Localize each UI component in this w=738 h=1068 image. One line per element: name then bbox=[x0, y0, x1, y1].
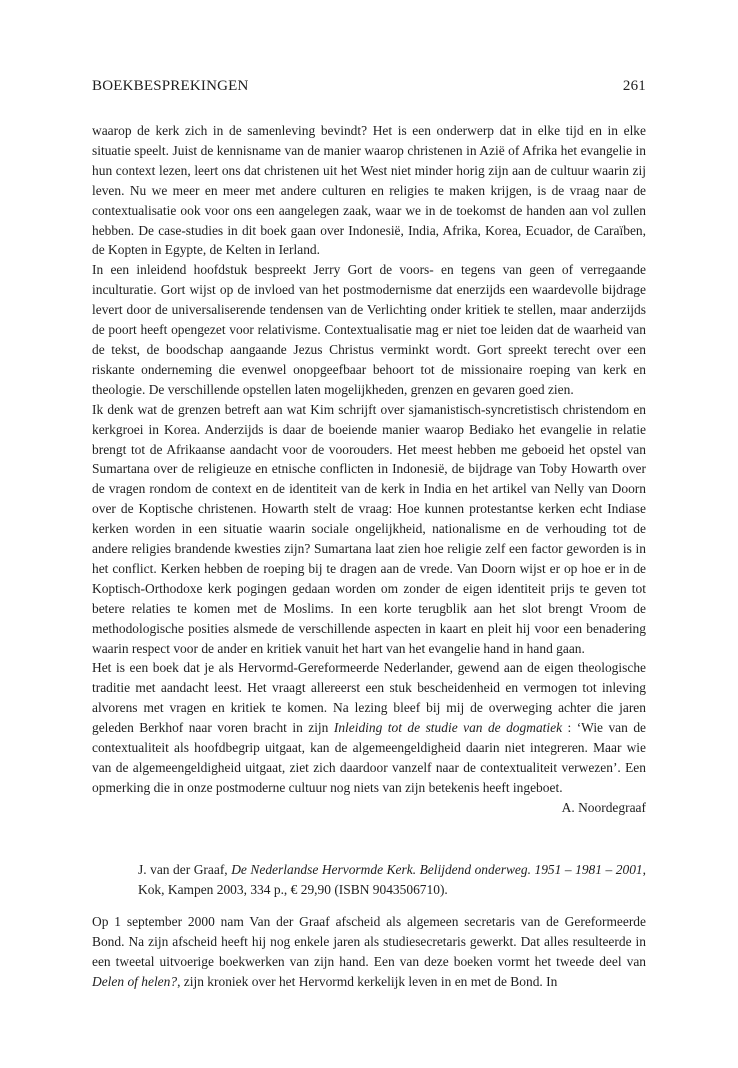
cited-book-title: Inleiding tot de studie van de dogmatiek bbox=[333, 720, 563, 736]
reviewer-signature: A. Noordegraaf bbox=[561, 799, 646, 815]
book-title: De Nederlandse Hervormde Kerk. Belijdend onderweg. 1951 – 1981 – 2001 bbox=[231, 862, 643, 877]
book-details: , Kok, Kampen 2003, 334 p., € 29,90 (ISBN 9043506710). bbox=[138, 862, 646, 897]
review-paragraph-4 bbox=[92, 658, 646, 797]
review-body bbox=[92, 121, 646, 818]
bibliographic-entry bbox=[138, 860, 646, 900]
review-paragraph-1: waarop de kerk zich in de samenleving bevindt? Het is een onderwerp dat in elke tijd en in elke situatie speelt. Juist de kennisname van de manier waarop christenen in Azië of Afrika het evangelie in hun context lezen, leert ons dat christenen uit het West niet minder horig zijn aan de cultuur waarin zij leven. Nu we meer en meer met andere culturen en religies te maken krijgen, is de vraag naar de contextualisatie ook voor ons een aangelegen zaak, waar we in de toekomst de handen aan vol zullen hebben. De case-studies in dit boek gaan over Indonesië, India, Afrika, Korea, Ecuador, de Caraïben, de Kopten in Egypte, de Kelten in Ierland. bbox=[92, 123, 646, 258]
paragraph-text: Op 1 september 2000 nam Van der Graaf afscheid als algemeen secretaris van de Gereformeerde Bond. Na zijn afscheid heeft hij nog enkele jaren als studiesecretaris gewerkt. Dat alles resulteerde in een tweetal uitvoerige boekwerken van zijn hand. Een van deze boeken vormt het tweede deel van bbox=[92, 914, 646, 969]
paragraph-text: , zijn kroniek over het Hervormd kerkelijk leven in en met de Bond. In bbox=[177, 973, 558, 989]
paragraph-text: : ‘Wie van de contextualiteit als hoofdbegrip uitgaat, kan de algemeengeldigheid daarin niet integreren. Maar wie van de algemeengeldigheid uitgaat, ziet zich daardoor vanzelf naar de contextualiteit verwezen’. Een opmerking die in onze postmoderne cultuur nog niets van zijn betekenis heeft ingeboet. bbox=[92, 720, 646, 795]
section-title: BOEKBESPREKINGEN bbox=[92, 78, 249, 94]
second-review-body bbox=[92, 912, 646, 992]
book-author: J. van der Graaf, bbox=[138, 862, 232, 877]
page-number: 261 bbox=[622, 78, 646, 94]
review-paragraph-2: In een inleidend hoofdstuk bespreekt Jerry Gort de voors- en tegens van geen of verregaande inculturatie. Gort wijst op de invloed van het postmodernisme dat enerzijds een waardevolle bijdrage levert door de universaliserende tendensen van de Verlichting onder kritiek te stellen, maar anderzijds de poort heeft opengezet voor relativisme. Contextualisatie mag er niet toe leiden dat de waarheid van de tekst, de boodschap aangaande Jezus Christus verminkt wordt. Gort spreekt terecht over een riskante onderneming die evenwel onopgeefbaar behoort tot de missionaire roeping van kerk en theologie. De verschillende opstellen laten mogelijkheden, grenzen en gevaren goed zien. bbox=[92, 262, 646, 397]
cited-book-title: Delen of helen? bbox=[92, 973, 178, 989]
review-paragraph-3: Ik denk wat de grenzen betreft aan wat Kim schrijft over sjamanistisch-syncretistisch christendom en kerkgroei in Korea. Anderzijds is daar de boeiende manier waarop Bediako het evangelie in relatie brengt tot de Afrikaanse aandacht voor de voorouders. Het meest hebben me geboeid het opstel van Sumartana over de religieuze en etnische conflicten in Indonesië, de bijdrage van Toby Howarth over de vragen rondom de context en de identiteit van de kerk in India en het artikel van Nelly van Doorn over de Koptische christenen. Howarth stelt de vraag: Hoe kunnen protestantse kerken echt Indiase kerken worden in een situatie waarin sociale ongelijkheid, nationalisme en de verhouding tot de andere religies brandende kwesties zijn? Sumartana laat zien hoe religie zelf een factor geworden is in het conflict. Kerken hebben de roeping bij te dragen aan de vrede. Van Doorn wijst er op hoe er in de Koptisch-Orthodoxe kerk pogingen gedaan worden om zonder de eigen identiteit prijs te geven tot betere relaties te komen met de Moslims. In een korte terugblik aan het slot brengt Vroom de methodologische posities alsmede de verschillende aspecten in kaart en pleit hij voor een benadering waarin respect voor de ander en kritiek vanuit het hart van het evangelie hand in hand gaan. bbox=[92, 401, 646, 656]
running-head bbox=[92, 78, 646, 95]
paragraph-text: Het is een boek dat je als Hervormd-Gereformeerde Nederlander, gewend aan de eigen theologische traditie met aandacht leest. Het vraagt allereerst een stuk bescheidenheid en vermogen tot inleving alvorens met vragen en kritiek te komen. Na lezing bleef bij mij de overweging achter die jaren geleden Berkhof naar voren bracht in zijn bbox=[92, 660, 646, 736]
review-paragraph bbox=[92, 912, 646, 992]
